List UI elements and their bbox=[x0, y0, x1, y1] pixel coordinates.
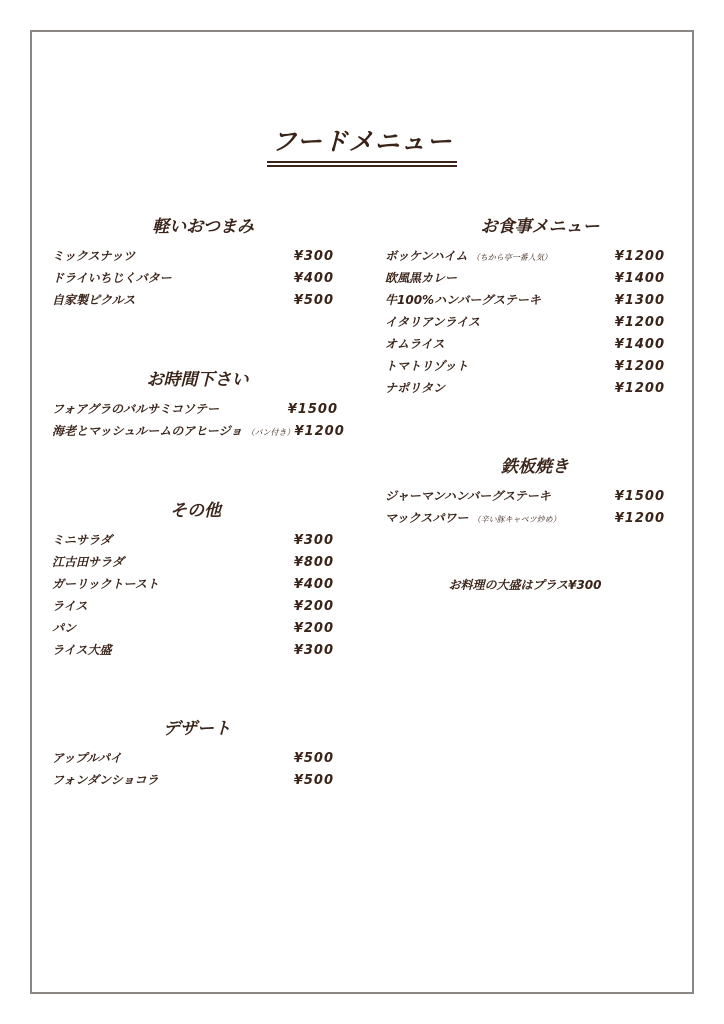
item-name: フォアグラのバルサミコソテー bbox=[52, 402, 220, 416]
menu-item bbox=[52, 619, 334, 641]
item-name: ミックスナッツ bbox=[52, 249, 136, 263]
item-list bbox=[385, 247, 665, 401]
item-name: ジャーマンハンバーグステーキ bbox=[385, 489, 551, 503]
item-name: ライス大盛 bbox=[52, 643, 112, 657]
menu-item bbox=[385, 291, 665, 313]
menu-item bbox=[385, 335, 665, 357]
item-price: ¥1200 bbox=[614, 249, 665, 264]
item-price: ¥300 bbox=[293, 249, 334, 264]
item-price: ¥1200 bbox=[614, 511, 665, 526]
item-price: ¥1200 bbox=[614, 359, 665, 374]
menu-item bbox=[52, 597, 334, 619]
menu-item bbox=[52, 531, 334, 553]
item-name: フォンダンショコラ bbox=[52, 773, 159, 787]
item-list bbox=[52, 531, 334, 663]
item-price: ¥400 bbox=[293, 271, 334, 286]
item-list bbox=[385, 487, 665, 531]
item-name: パン bbox=[52, 621, 77, 635]
menu-item bbox=[52, 291, 334, 313]
item-price: ¥300 bbox=[293, 533, 334, 548]
menu-item bbox=[385, 247, 665, 269]
item-name: ミニサラダ bbox=[52, 533, 112, 547]
item-name: アップルパイ bbox=[52, 751, 122, 765]
section-heading: その他 bbox=[170, 501, 221, 521]
item-price: ¥1200 bbox=[294, 424, 345, 439]
item-name: トマトリゾット bbox=[385, 359, 469, 373]
section-takes-time bbox=[52, 365, 345, 444]
large-portion-note: お料理の大盛はプラス¥300 bbox=[448, 578, 602, 592]
item-price: ¥1500 bbox=[287, 402, 338, 417]
menu-item bbox=[385, 313, 665, 335]
menu-item bbox=[52, 575, 334, 597]
section-heading: お時間下さい bbox=[146, 370, 249, 390]
item-note: （ちから亭一番人気） bbox=[471, 253, 552, 262]
menu-item bbox=[385, 487, 665, 509]
section-heading: お食事メニュー bbox=[480, 217, 600, 237]
section-heading: 鉄板焼き bbox=[501, 457, 569, 477]
item-list bbox=[52, 749, 334, 793]
item-price: ¥200 bbox=[293, 599, 334, 614]
menu-item bbox=[385, 509, 665, 531]
item-name: 牛100%ハンバーグステーキ bbox=[385, 293, 541, 307]
item-list bbox=[52, 400, 345, 444]
item-list bbox=[52, 247, 334, 313]
menu-item bbox=[52, 641, 334, 663]
item-price: ¥800 bbox=[293, 555, 334, 570]
item-price: ¥1200 bbox=[614, 381, 665, 396]
section-heading: 軽いおつまみ bbox=[152, 217, 254, 237]
section-heading: デザート bbox=[163, 719, 231, 739]
item-name: ボッケンハイム （ちから亭一番人気） bbox=[385, 249, 552, 263]
item-name: ガーリックトースト bbox=[52, 577, 159, 591]
section-teppan bbox=[385, 452, 665, 531]
item-price: ¥200 bbox=[293, 621, 334, 636]
item-price: ¥500 bbox=[293, 773, 334, 788]
item-name: イタリアンライス bbox=[385, 315, 481, 329]
menu-item bbox=[385, 269, 665, 291]
item-price: ¥400 bbox=[293, 577, 334, 592]
item-name: ドライいちじくバター bbox=[52, 271, 172, 285]
item-name: ライス bbox=[52, 599, 88, 613]
menu-item bbox=[52, 400, 338, 422]
item-price: ¥1200 bbox=[614, 315, 665, 330]
item-name: オムライス bbox=[385, 337, 445, 351]
item-price: ¥1300 bbox=[614, 293, 665, 308]
item-price: ¥1400 bbox=[614, 271, 665, 286]
section-others bbox=[52, 496, 334, 663]
menu-title-text: フードメニュー bbox=[267, 122, 456, 163]
item-price: ¥1400 bbox=[614, 337, 665, 352]
item-name: 江古田サラダ bbox=[52, 555, 124, 569]
item-price: ¥500 bbox=[293, 293, 334, 308]
item-name: 自家製ピクルス bbox=[52, 293, 136, 307]
item-price: ¥1500 bbox=[614, 489, 665, 504]
item-name: 海老とマッシュルームのアヒージョ （パン付き） bbox=[52, 424, 295, 438]
item-note: （パン付き） bbox=[246, 428, 295, 437]
menu-item bbox=[52, 553, 334, 575]
item-note: （辛い豚キャベツ炒め） bbox=[472, 515, 561, 524]
item-price: ¥500 bbox=[293, 751, 334, 766]
menu-item bbox=[52, 269, 334, 291]
menu-item bbox=[52, 749, 334, 771]
menu-item bbox=[385, 379, 665, 401]
item-price: ¥300 bbox=[293, 643, 334, 658]
menu-item bbox=[52, 422, 345, 444]
menu-item bbox=[52, 771, 334, 793]
section-meals bbox=[385, 212, 665, 401]
menu-title bbox=[0, 122, 724, 163]
section-light-snacks bbox=[52, 212, 334, 313]
item-name: 欧風黒カレー bbox=[385, 271, 458, 285]
menu-item bbox=[385, 357, 665, 379]
item-name: マックスパワー （辛い豚キャベツ炒め） bbox=[385, 511, 561, 525]
menu-item bbox=[52, 247, 334, 269]
item-name: ナポリタン bbox=[385, 381, 446, 395]
section-dessert bbox=[52, 714, 334, 793]
